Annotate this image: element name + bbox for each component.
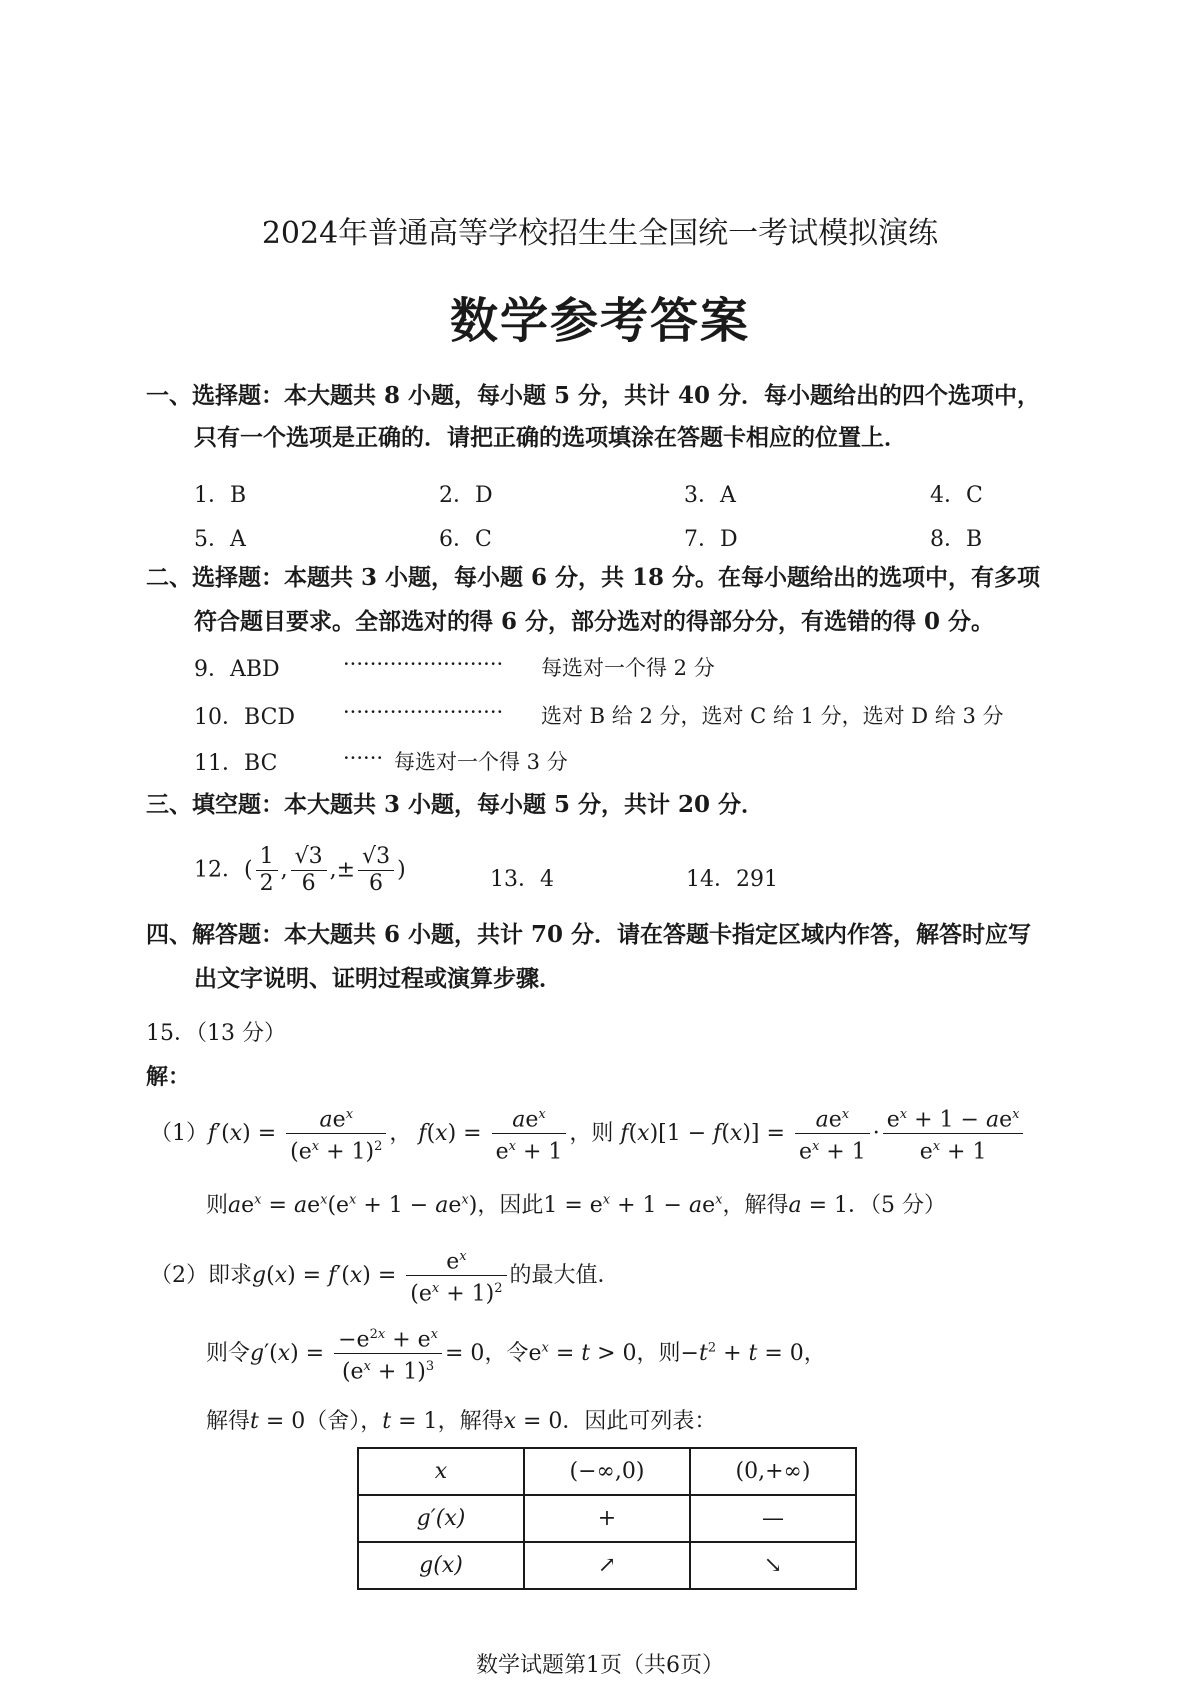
section1-line2: 只有一个选项是正确的．请把正确的选项填涂在答题卡相应的位置上． — [194, 424, 907, 451]
q11-dots: ······ — [343, 746, 384, 770]
q9-note: 每选对一个得 2 分 — [541, 656, 715, 680]
q12-label: 12． — [194, 857, 244, 883]
answer-8: 8．B — [930, 527, 983, 552]
q9-answer: 9．ABD — [194, 657, 280, 682]
q15-jie: 解： — [146, 1064, 191, 1090]
answer-5: 5．A — [194, 527, 246, 552]
document-title: 数学参考答案 — [449, 293, 750, 349]
table-cell: (−∞,0) — [524, 1448, 690, 1495]
q12-frac2: $\frac{√3}{6}$ — [291, 844, 327, 897]
table-cell: g(x) — [358, 1542, 524, 1589]
exam-title: 2024年普通高等学校招生生全国统一考试模拟演练 — [261, 216, 939, 251]
table-cell: ↘ — [690, 1542, 856, 1589]
q11-answer: 11．BC — [194, 751, 278, 776]
q15-heading: 15．（13 分） — [146, 1021, 286, 1046]
q12-frac1: $\frac{1}{2}$ — [256, 844, 278, 897]
table-cell: — — [690, 1495, 856, 1542]
answer-3: 3．A — [684, 483, 736, 508]
q15-part2-solve: 解得t = 0（舍），t = 1，解得x = 0．因此可列表： — [206, 1409, 717, 1434]
q15-part1-formula: （1）f′(x) = $\frac{ae^x}{(e^x + 1)^2}$ ， f(x) = $\frac{ae^x}{e^x + 1}$ ，则 f(x)[1 − f(x)] = $\frac{ae^x}{e^x + 1}$ · $\frac{e^x + 1 - ae^x}{e^x + 1}$ — [150, 1102, 1026, 1166]
section4-line2: 出文字说明、证明过程或演算步骤． — [194, 965, 562, 992]
q12-plusminus: ± — [336, 857, 356, 883]
table-cell: + — [524, 1495, 690, 1542]
table-row — [358, 1495, 856, 1542]
answer-1: 1．B — [194, 483, 247, 508]
q12-frac3: $\frac{√3}{6}$ — [358, 844, 394, 897]
q12-answer: 12．( $\frac{1}{2}$ , $\frac{√3}{6}$ ,± $\frac{√3}{6}$ ) — [194, 844, 406, 896]
answer-2: 2．D — [439, 483, 493, 508]
q10-note: 选对 B 给 2 分，选对 C 给 1 分，选对 D 给 3 分 — [541, 704, 1004, 728]
table-cell: ↗ — [524, 1542, 690, 1589]
q14-answer: 14．291 — [686, 867, 778, 892]
q9-dots: ························ — [343, 652, 504, 676]
q13-answer: 13．4 — [490, 867, 554, 892]
q11-note: 每选对一个得 3 分 — [394, 750, 568, 774]
q15-part2-derivative: 则令g′(x) = $\frac{-e^{2x} + e^x}{(e^x + 1)^3}$ = 0，令$e^x = t > 0$，则$-t^2 + t = 0$， — [206, 1322, 826, 1386]
q15-part1-conclusion: 则$ae^x = ae^x(e^x + 1 - ae^x)$，因此$1 = e^x + 1 - ae^x$，解得a = 1．（5 分） — [206, 1192, 947, 1218]
answer-7: 7．D — [684, 527, 738, 552]
table-row — [358, 1448, 856, 1495]
table-cell: x — [358, 1448, 524, 1495]
table-row — [358, 1542, 856, 1589]
answer-6: 6．C — [439, 527, 492, 552]
section4-line1: 四、解答题：本大题共 6 小题，共计 70 分．请在答题卡指定区域内作答，解答时应写 — [146, 921, 1032, 948]
monotonicity-table — [357, 1447, 857, 1590]
q10-answer: 10．BCD — [194, 705, 296, 730]
page-footer: 数学试题第1页（共6页） — [476, 1653, 724, 1678]
section3-line1: 三、填空题：本大题共 3 小题，每小题 5 分，共计 20 分． — [146, 791, 765, 818]
q15-part2-goal: （2）即求g(x) = f′(x) = $\frac{e^x}{(e^x + 1)^2}$ 的最大值． — [150, 1244, 620, 1308]
table-cell: (0,+∞) — [690, 1448, 856, 1495]
section2-line2: 符合题目要求。全部选对的得 6 分，部分选对的得部分分，有选错的得 0 分。 — [194, 608, 995, 635]
q10-dots: ························ — [343, 700, 504, 724]
section2-line1: 二、选择题：本题共 3 小题，每小题 6 分，共 18 分。在每小题给出的选项中，有多项 — [146, 564, 1041, 591]
table-cell: g′(x) — [358, 1495, 524, 1542]
section1-line1: 一、选择题：本大题共 8 小题，每小题 5 分，共计 40 分．每小题给出的四个选项中， — [146, 382, 1041, 409]
answer-4: 4．C — [930, 483, 983, 508]
